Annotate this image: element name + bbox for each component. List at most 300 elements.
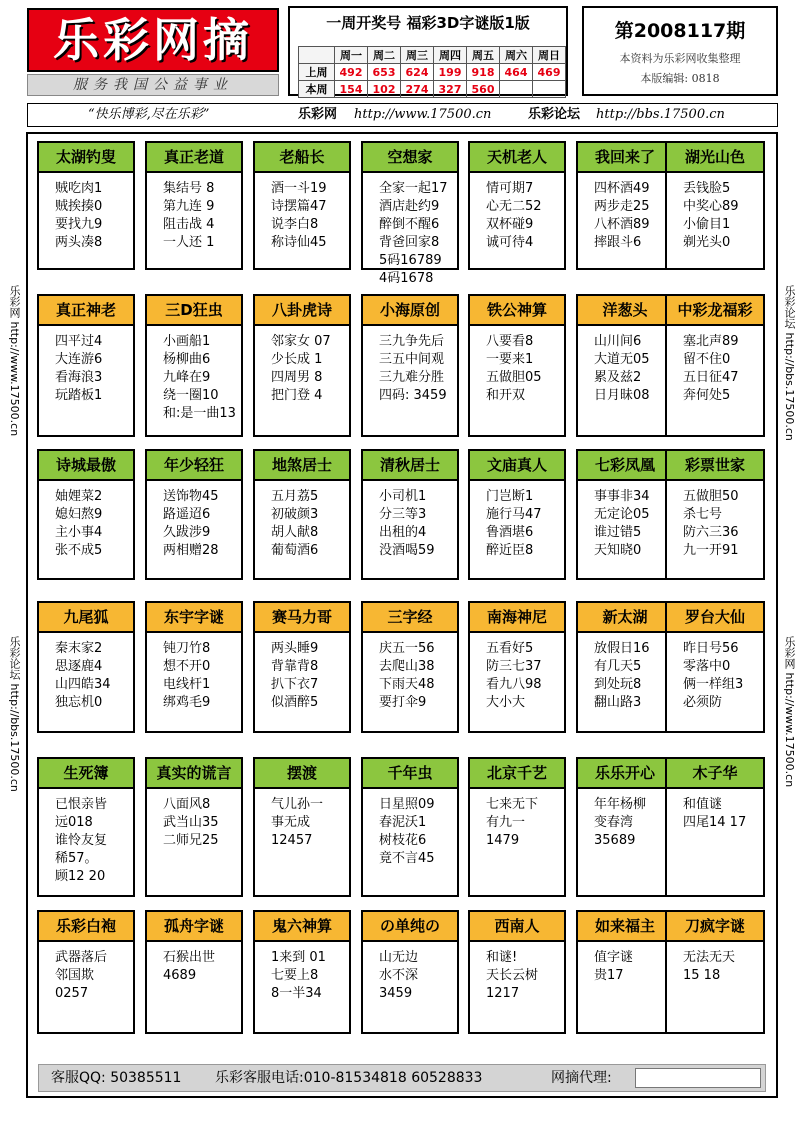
draw-number: 464 [500, 64, 533, 81]
clue-line: 说李白8 [271, 217, 319, 232]
motto-bar [27, 103, 778, 127]
clue-line: 一人还 1 [163, 235, 215, 250]
clue-line: 1来到 01 [271, 950, 326, 965]
clue-line: 初破颜3 [271, 507, 319, 522]
clue-line: 阻击战 4 [163, 217, 215, 232]
clue-line: 四平过4 [55, 334, 103, 349]
puzzle-card [665, 910, 765, 1034]
puzzle-card [576, 601, 674, 733]
clue-line: 五月荔5 [271, 489, 319, 504]
clue-line: 葡萄酒6 [271, 543, 319, 558]
puzzle-card [665, 449, 765, 580]
row-label-this-week: 本周 [299, 81, 335, 98]
clue-line: 大连游6 [55, 352, 103, 367]
puzzle-card [576, 910, 674, 1034]
card-author: 生死簿 [39, 759, 133, 789]
clue-line: 三九难分胜 [379, 370, 445, 385]
clue-line: 要找九9 [55, 217, 103, 232]
card-author: 鬼六神算 [255, 912, 349, 942]
puzzle-card [253, 141, 351, 270]
clue-line: 顾12 20 [55, 869, 106, 884]
card-body [470, 789, 564, 854]
card-body [667, 173, 763, 256]
clue-line: 妯娌菜2 [55, 489, 103, 504]
card-body [39, 173, 133, 256]
clue-line: 醉近臣8 [486, 543, 534, 558]
motto-quote: “快乐博彩,尽在乐彩” [88, 107, 210, 122]
clue-line: 绕一圈10 [163, 388, 219, 403]
card-author: 如来福主 [578, 912, 672, 942]
clue-line: 树枝花6 [379, 833, 427, 848]
clue-line: 邻国欺 [55, 968, 95, 983]
clue-line: 九峰在9 [163, 370, 211, 385]
clue-line: 谁过错5 [594, 525, 642, 540]
card-author: 东宇字谜 [147, 603, 241, 633]
clue-line: 五做胆50 [683, 489, 739, 504]
card-author: 文庙真人 [470, 451, 564, 481]
puzzle-card [468, 294, 566, 437]
clue-line: 四码: 3459 [379, 388, 447, 403]
clue-line: 35689 [594, 833, 636, 848]
puzzle-card [576, 141, 674, 270]
clue-line: 值字谜 [594, 950, 634, 965]
clue-line: 山无边 [379, 950, 419, 965]
clue-line: 3459 [379, 986, 413, 1001]
clue-line: 看九八98 [486, 677, 542, 692]
card-body [667, 326, 763, 409]
puzzle-card [361, 294, 459, 437]
puzzle-card [361, 601, 459, 733]
clue-line: 竟不言45 [379, 851, 435, 866]
card-body [470, 326, 564, 409]
logo-text: 乐彩网摘 [53, 13, 253, 67]
card-body [255, 789, 349, 854]
day-header: 周日 [533, 47, 566, 64]
clue-line: 剃光头0 [683, 235, 731, 250]
logo [27, 8, 279, 72]
clue-line: 日月昧08 [594, 388, 650, 403]
card-body [39, 633, 133, 716]
puzzle-card [576, 294, 674, 437]
card-author: 刀疯字谜 [667, 912, 763, 942]
clue-line: 和:是一曲13 [163, 406, 236, 421]
clue-line: 中奖心89 [683, 199, 739, 214]
card-author: 地煞居士 [255, 451, 349, 481]
card-author: 乐乐开心 [578, 759, 672, 789]
puzzle-card [665, 757, 765, 897]
draw-number: 102 [368, 81, 401, 98]
editor-note: 本版编辑: 0818 [640, 72, 720, 85]
clue-line: 想不开0 [163, 659, 211, 674]
clue-line: 昨日号56 [683, 641, 739, 656]
puzzle-card [145, 601, 243, 733]
clue-line: 玩踏板1 [55, 388, 103, 403]
clue-line: 二师兄25 [163, 833, 219, 848]
clue-line: 鲁酒堪6 [486, 525, 534, 540]
draw-number: 492 [335, 64, 368, 81]
clue-line: 路遥迢6 [163, 507, 211, 522]
clue-line: 似酒醉5 [271, 695, 319, 710]
draw-number: 327 [434, 81, 467, 98]
clue-line: 4689 [163, 968, 197, 983]
puzzle-card [37, 449, 135, 580]
clue-line: 思逐鹿4 [55, 659, 103, 674]
clue-line: 大道无05 [594, 352, 650, 367]
card-body [470, 481, 564, 564]
clue-line: 背爸回家8 [379, 235, 440, 250]
card-author: 老船长 [255, 143, 349, 173]
card-body [255, 942, 349, 1007]
draw-number [533, 81, 566, 98]
clue-line: 奔何处5 [683, 388, 731, 403]
card-author: 天机老人 [470, 143, 564, 173]
draw-number: 560 [467, 81, 500, 98]
clue-line: 酒店赴约9 [379, 199, 440, 214]
puzzle-card [253, 449, 351, 580]
puzzle-card [37, 601, 135, 733]
clue-line: 少长成 1 [271, 352, 323, 367]
clue-line: 杀七号 [683, 507, 723, 522]
puzzle-card [576, 449, 674, 580]
clue-line: 4码1678 [379, 271, 434, 286]
clue-line: 五做胆05 [486, 370, 542, 385]
card-author: 中彩龙福彩 [667, 296, 763, 326]
clue-line: 两步走25 [594, 199, 650, 214]
clue-line: 无法无天 [683, 950, 736, 965]
clue-line: 九一开91 [683, 543, 739, 558]
card-body [470, 173, 564, 256]
card-author: 清秋居士 [363, 451, 457, 481]
clue-line: 防三七37 [486, 659, 542, 674]
clue-line: 庆五一56 [379, 641, 435, 656]
clue-line: 零落中0 [683, 659, 731, 674]
puzzle-card [468, 757, 566, 897]
slogan: 服务我国公益事业 [27, 74, 279, 96]
clue-line: 媳妇熬9 [55, 507, 103, 522]
clue-line: 贼吃肉1 [55, 181, 103, 196]
card-body [255, 633, 349, 716]
clue-line: 摔跟斗6 [594, 235, 642, 250]
clue-line: 贵17 [594, 968, 624, 983]
clue-line: 四杯酒49 [594, 181, 650, 196]
card-author: 北京千艺 [470, 759, 564, 789]
card-body [578, 326, 672, 409]
clue-line: 下雨天48 [379, 677, 435, 692]
card-body [363, 326, 457, 409]
card-author: 木子华 [667, 759, 763, 789]
card-body [147, 633, 241, 716]
clue-line: 五日征47 [683, 370, 739, 385]
service-phone: 乐彩客服电话:010-81534818 60528833 [215, 1070, 483, 1086]
clue-line: 5码16789 [379, 253, 442, 268]
clue-line: 去爬山38 [379, 659, 435, 674]
card-author: 三字经 [363, 603, 457, 633]
clue-line: 久跋涉9 [163, 525, 211, 540]
puzzle-card [253, 910, 351, 1034]
card-body [470, 942, 564, 1007]
clue-line: 两头凑8 [55, 235, 103, 250]
clue-line: 背靠背8 [271, 659, 319, 674]
card-author: 赛马力哥 [255, 603, 349, 633]
clue-line: 1217 [486, 986, 520, 1001]
puzzle-card [665, 141, 765, 270]
puzzle-card [468, 449, 566, 580]
draw-number: 653 [368, 64, 401, 81]
clue-line: 塞北声89 [683, 334, 739, 349]
clue-line: 事事非34 [594, 489, 650, 504]
clue-line: 防六三36 [683, 525, 739, 540]
clue-line: 小画船1 [163, 334, 211, 349]
clue-line: 俩一样组3 [683, 677, 744, 692]
clue-line: 集结号 8 [163, 181, 215, 196]
draw-number: 199 [434, 64, 467, 81]
puzzle-card [361, 757, 459, 897]
clue-line: 和谜! [486, 950, 518, 965]
card-body [147, 481, 241, 564]
clue-line: 放假日16 [594, 641, 650, 656]
clue-line: 八要看8 [486, 334, 534, 349]
forum-url-link[interactable]: http://bbs.17500.cn [596, 107, 725, 122]
day-header: 周三 [401, 47, 434, 64]
clue-line: 小司机1 [379, 489, 427, 504]
card-author: 八卦虎诗 [255, 296, 349, 326]
card-author: 我回来了 [578, 143, 672, 173]
clue-line: 八面风8 [163, 797, 211, 812]
draw-number: 624 [401, 64, 434, 81]
table-corner [299, 47, 335, 64]
card-author: 真正老道 [147, 143, 241, 173]
puzzle-card [361, 910, 459, 1034]
clue-line: 远018 [55, 815, 93, 830]
card-body [363, 633, 457, 716]
card-author: 小海原创 [363, 296, 457, 326]
puzzle-card [468, 910, 566, 1034]
puzzle-card [468, 601, 566, 733]
card-author: 太湖钓叟 [39, 143, 133, 173]
clue-line: 酒一斗19 [271, 181, 327, 196]
clue-line: 已恨亲皆 [55, 797, 108, 812]
side-text-right-top: 乐彩论坛 http://bbs.17500.cn [783, 285, 796, 441]
day-header: 周四 [434, 47, 467, 64]
clue-line: 第九连 9 [163, 199, 215, 214]
clue-line: 看海浪3 [55, 370, 103, 385]
clue-line: 武当山35 [163, 815, 219, 830]
card-author: 彩票世家 [667, 451, 763, 481]
clue-line: 累及兹2 [594, 370, 642, 385]
puzzle-card [37, 757, 135, 897]
clue-line: 两头睡9 [271, 641, 319, 656]
clue-line: 1479 [486, 833, 520, 848]
card-body [578, 789, 672, 854]
clue-line: 杨柳曲6 [163, 352, 211, 367]
clue-line: 双杯碰9 [486, 217, 534, 232]
clue-line: 春泥沃1 [379, 815, 427, 830]
draw-number: 274 [401, 81, 434, 98]
draw-number: 918 [467, 64, 500, 81]
card-body [255, 173, 349, 256]
card-body [147, 942, 241, 989]
card-body [470, 633, 564, 716]
puzzle-card [361, 449, 459, 580]
puzzle-card [145, 757, 243, 897]
clue-line: 一要来1 [486, 352, 534, 367]
clue-line: 变春湾 [594, 815, 634, 830]
puzzle-card [37, 910, 135, 1034]
clue-line: 无定论05 [594, 507, 650, 522]
draw-title: 一周开奖号 福彩3D字谜版1版 [326, 14, 530, 32]
card-body [363, 789, 457, 872]
card-body [578, 633, 672, 716]
clue-line: 和值谜 [683, 797, 723, 812]
row-label-last-week: 上周 [299, 64, 335, 81]
card-author: 乐彩白袍 [39, 912, 133, 942]
puzzle-card [145, 910, 243, 1034]
draw-table [298, 46, 566, 98]
card-body [363, 942, 457, 1007]
clue-line: 谁怜友复 [55, 833, 108, 848]
clue-line: 情可期7 [486, 181, 534, 196]
clue-line: 张不成5 [55, 543, 103, 558]
clue-line: 15 18 [683, 968, 721, 983]
clue-line: 事无成 [271, 815, 311, 830]
puzzle-card [665, 601, 765, 733]
card-author: 空想家 [363, 143, 457, 173]
clue-line: 把门登 4 [271, 388, 323, 403]
clue-line: 全家一起17 [379, 181, 448, 196]
card-author: 七彩凤凰 [578, 451, 672, 481]
clue-line: 8一半34 [271, 986, 322, 1001]
clue-line: 有九一 [486, 815, 526, 830]
card-author: 罗台大仙 [667, 603, 763, 633]
clue-line: 心无二52 [486, 199, 542, 214]
clue-line: 主小事4 [55, 525, 103, 540]
puzzle-card [468, 141, 566, 270]
day-header: 周二 [368, 47, 401, 64]
puzzle-card [145, 294, 243, 437]
card-body [39, 481, 133, 564]
clue-line: 两相赠28 [163, 543, 219, 558]
side-text-right-bottom: 乐彩网 http://www.17500.cn [783, 636, 796, 788]
service-qq: 客服QQ: 50385511 [51, 1070, 182, 1086]
clue-line: 称诗仙45 [271, 235, 327, 250]
card-body [667, 481, 763, 564]
clue-line: 三五中间观 [379, 352, 445, 367]
clue-line: 有几天5 [594, 659, 642, 674]
draw-number: 469 [533, 64, 566, 81]
clue-line: 年年杨柳 [594, 797, 647, 812]
issue-number: 第2008117期 [614, 20, 746, 42]
clue-line: 必须防 [683, 695, 723, 710]
clue-line: 醉倒不醒6 [379, 217, 440, 232]
card-author: 新太湖 [578, 603, 672, 633]
card-author: 南海神尼 [470, 603, 564, 633]
issue-box [582, 6, 778, 96]
clue-line: 诚可待4 [486, 235, 534, 250]
clue-line: 邻家女 07 [271, 334, 331, 349]
clue-line: 四尾14 17 [683, 815, 747, 830]
day-header: 周五 [467, 47, 500, 64]
clue-line: 贼挨揍0 [55, 199, 103, 214]
card-body [255, 481, 349, 564]
card-author: 孤舟字谜 [147, 912, 241, 942]
site-url-link[interactable]: http://www.17500.cn [354, 107, 492, 122]
card-author: 铁公神算 [470, 296, 564, 326]
card-author: 真实的谎言 [147, 759, 241, 789]
card-author: 三D狂虫 [147, 296, 241, 326]
clue-line: 和开双 [486, 388, 526, 403]
clue-line: 施行马47 [486, 507, 542, 522]
source-note: 本资料为乐彩网收集整理 [619, 52, 741, 65]
card-body [667, 942, 763, 989]
clue-line: 诗摆篇47 [271, 199, 327, 214]
card-body [363, 481, 457, 564]
agent-field[interactable] [635, 1068, 761, 1088]
clue-line: 没酒喝59 [379, 543, 435, 558]
clue-line: 武器落后 [55, 950, 108, 965]
site-label: 乐彩网 [298, 107, 338, 122]
clue-line: 独忘机0 [55, 695, 103, 710]
clue-line: 电线杆1 [163, 677, 211, 692]
clue-line: 稀57。 [55, 851, 98, 866]
puzzle-card [37, 141, 135, 270]
forum-label: 乐彩论坛 [528, 107, 581, 122]
clue-line: 日星照09 [379, 797, 435, 812]
clue-line: 丢钱脸5 [683, 181, 731, 196]
card-author: の单纯の [363, 912, 457, 942]
puzzle-card [361, 141, 459, 286]
card-body [667, 789, 763, 836]
clue-line: 12457 [271, 833, 313, 848]
clue-line: 天长云树 [486, 968, 539, 983]
puzzle-card [253, 601, 351, 733]
puzzle-card [37, 294, 135, 437]
clue-line: 送饰物45 [163, 489, 219, 504]
clue-line: 水不深 [379, 968, 419, 983]
clue-line: 门岂断1 [486, 489, 534, 504]
clue-line: 山川间6 [594, 334, 642, 349]
card-author: 千年虫 [363, 759, 457, 789]
clue-line: 扒下衣7 [271, 677, 319, 692]
day-header: 周六 [500, 47, 533, 64]
clue-line: 0257 [55, 986, 89, 1001]
draw-number [500, 81, 533, 98]
card-body [147, 326, 241, 427]
card-author: 洋葱头 [578, 296, 672, 326]
card-body [39, 326, 133, 409]
card-author: 西南人 [470, 912, 564, 942]
puzzle-card [576, 757, 674, 897]
draw-results-box [288, 6, 568, 96]
puzzle-card [145, 141, 243, 270]
card-author: 年少轻狂 [147, 451, 241, 481]
clue-line: 翻山路3 [594, 695, 642, 710]
card-body [363, 173, 457, 292]
clue-line: 气儿孙一 [271, 797, 324, 812]
card-body [39, 789, 133, 890]
card-author: 湖光山色 [667, 143, 763, 173]
card-author: 真正神老 [39, 296, 133, 326]
clue-line: 石猴出世 [163, 950, 216, 965]
card-body [578, 942, 672, 989]
clue-line: 胡人献8 [271, 525, 319, 540]
clue-line: 三九争先后 [379, 334, 445, 349]
clue-line: 七要上8 [271, 968, 319, 983]
clue-line: 八杯酒89 [594, 217, 650, 232]
clue-line: 秦末家2 [55, 641, 103, 656]
side-text-left-top: 乐彩网 http://www.17500.cn [8, 285, 21, 437]
card-body [578, 481, 672, 564]
day-header: 周一 [335, 47, 368, 64]
